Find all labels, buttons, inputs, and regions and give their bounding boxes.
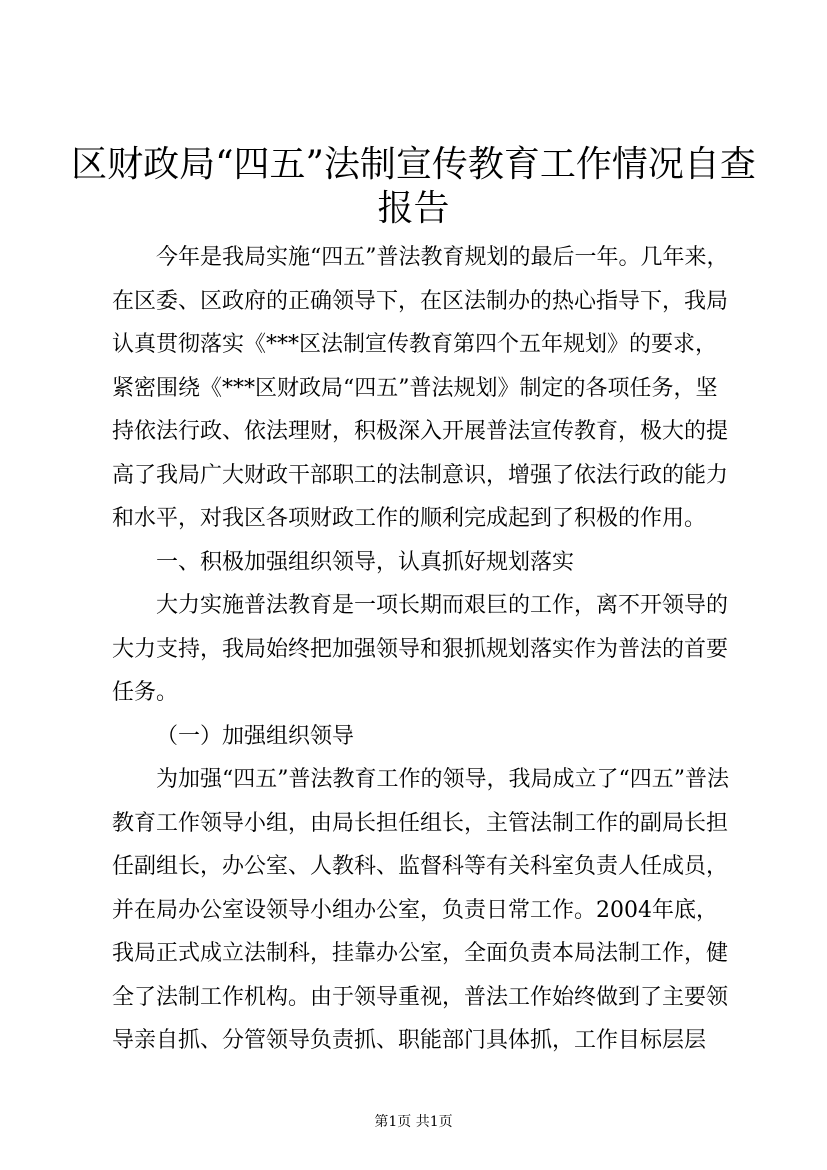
title-line-2: 报告 xyxy=(377,188,450,229)
paragraph-subsection-1: 为加强“四五”普法教育工作的领导，我局成立了“四五”普法教育工作领导小组，由局长担任组长，主管法制工作的副局长担任副组长，办公室、人教科、监督科等有关科室负责人任成员，并在局办公室设领导小组办公室，负责日常工作。2004年底，我局正式成立法制科，挂靠办公室，全面负责本局法制工作，健全了法制工作机构。由于领导重视，普法工作始终做到了主要领导亲自抓、分管领导负责抓、职能部门具体抓，工作目标层层 xyxy=(112,767,729,1053)
page-footer: 第1页 共1页 xyxy=(374,1114,453,1130)
paragraph-section-1: 大力实施普法教育是一项长期而艰巨的工作，离不开领导的大力支持，我局始终把加强领导和狠抓规划落实作为普法的首要任务。 xyxy=(112,593,729,705)
document-body xyxy=(112,236,732,1063)
subsection-heading-1: （一）加强组织领导 xyxy=(156,723,355,749)
section-heading-1: 一、积极加强组织领导，认真抓好规划落实 xyxy=(156,549,575,575)
title-line-1: 区财政局“四五”法制宣传教育工作情况自查 xyxy=(71,144,756,185)
document-title xyxy=(0,143,827,231)
paragraph-intro: 今年是我局实施“四五”普法教育规划的最后一年。几年来，在区委、区政府的正确领导下，在区法制办的热心指导下，我局认真贯彻落实《***区法制宣传教育第四个五年规划》的要求，紧密围绕《***区财政局“四五”普法规划》制定的各项任务，坚持依法行政、依法理财，积极深入开展普法宣传教育，极大的提高了我局广大财政干部职工的法制意识，增强了依法行政的能力和水平，对我区各项财政工作的顺利完成起到了积极的作用。 xyxy=(112,245,729,531)
